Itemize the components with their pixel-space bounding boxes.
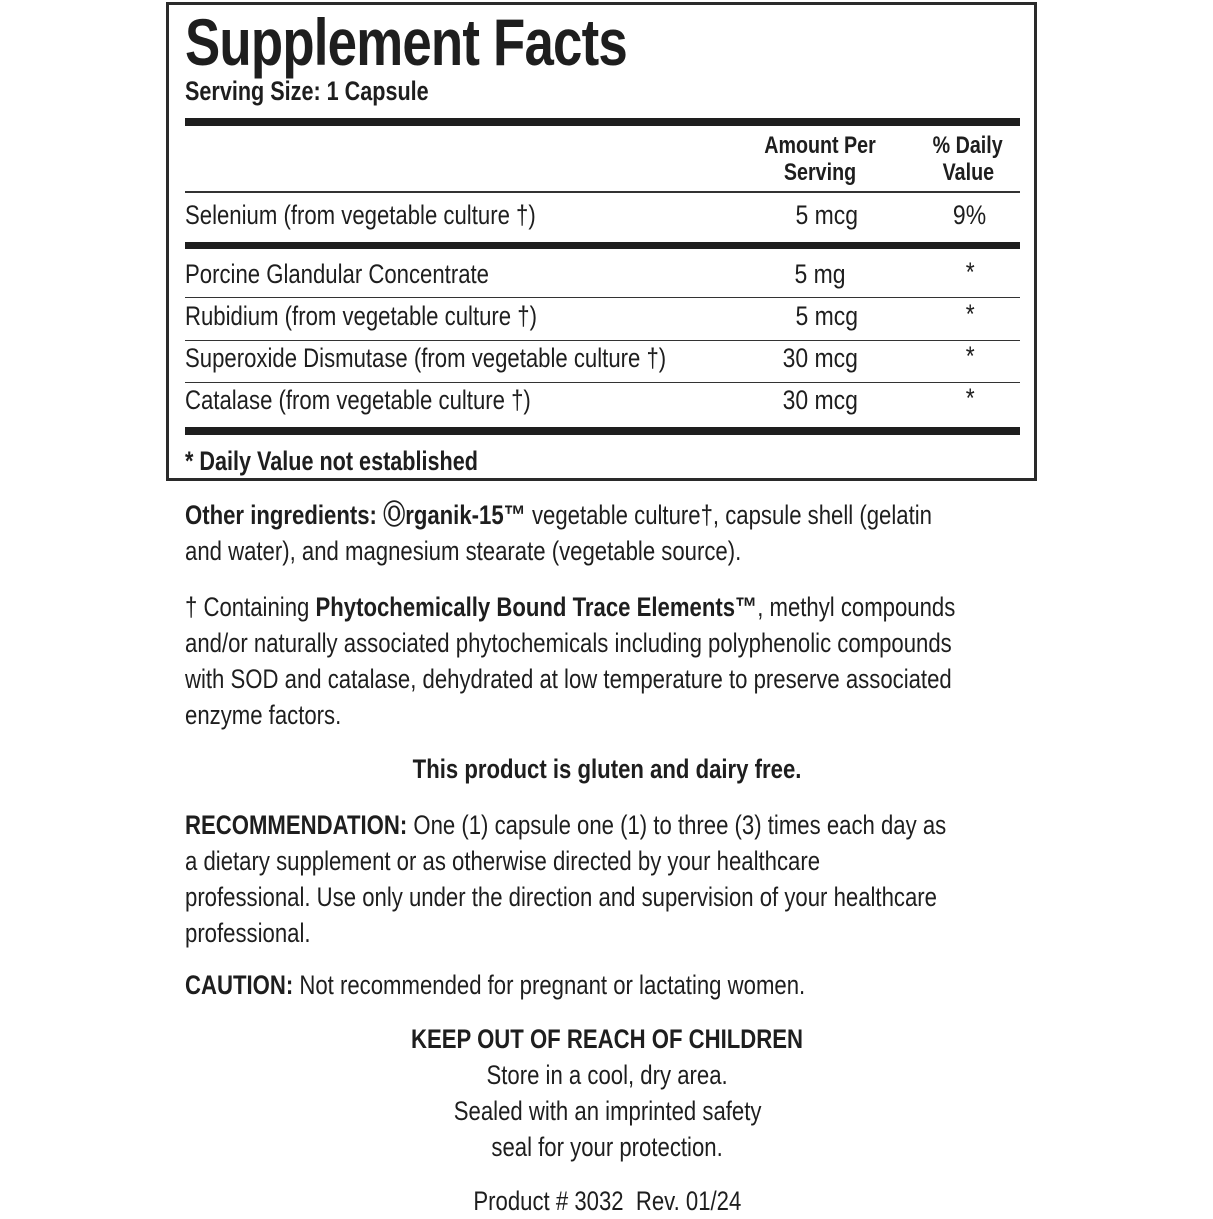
- row-divider: [185, 382, 1020, 383]
- amount-header-line2: Serving: [783, 159, 857, 186]
- row-name-text: Superoxide Dismutase (from vegetable culture †): [185, 343, 667, 373]
- table-row-name: [185, 200, 613, 231]
- table-row-dv: [920, 383, 1020, 414]
- recommendation-line2: a dietary supplement or as otherwise directed by your healthcare: [185, 846, 821, 876]
- row-name-text: Porcine Glandular Concentrate: [185, 259, 489, 289]
- row-amount-text: 30 mcg: [782, 385, 858, 415]
- recommendation: [185, 807, 1113, 951]
- storage-line1: Store in a cool, dry area.: [486, 1060, 729, 1090]
- column-header-daily-value: [918, 132, 1018, 186]
- daily-value-footnote: [185, 446, 551, 477]
- row-dv-text: *: [965, 257, 975, 287]
- dagger-line4: enzyme factors.: [185, 700, 342, 730]
- caution: [185, 967, 941, 1003]
- table-row-dv: [920, 200, 1020, 231]
- recommendation-label: RECOMMENDATION:: [185, 810, 408, 840]
- row-dv-text: *: [965, 341, 975, 371]
- recommendation-line3: professional. Use only under the direction and supervision of your healthcare: [185, 882, 937, 912]
- header-rule: [185, 191, 1020, 193]
- product-number-revision: Product # 3032 Rev. 01/24: [473, 1186, 742, 1216]
- serving-size: [185, 76, 490, 107]
- dagger-footnote: [185, 589, 1124, 733]
- row-amount-text: 5 mg: [794, 259, 846, 289]
- product-info: [185, 1183, 1030, 1219]
- trace-elements-trademark: Phytochemically Bound Trace Elements™: [315, 592, 758, 622]
- allergen-text: This product is gluten and dairy free.: [413, 754, 802, 784]
- recommendation-line1: One (1) capsule one (1) to three (3) times each day as: [407, 810, 947, 840]
- thick-rule-middle: [185, 242, 1020, 249]
- table-row-amount: [750, 343, 890, 374]
- thick-rule-bottom: [185, 427, 1020, 435]
- recommendation-line4: professional.: [185, 918, 311, 948]
- amount-header-line1: Amount Per: [764, 132, 876, 159]
- dagger-prefix: † Containing: [185, 592, 316, 622]
- keep-out-of-reach-heading: KEEP OUT OF REACH OF CHILDREN: [411, 1024, 804, 1054]
- storage-block: [185, 1021, 1030, 1165]
- dagger-line3: with SOD and catalase, dehydrated at low temperature to preserve associated: [185, 664, 952, 694]
- dagger-line2: and/or naturally associated phytochemicals including polyphenolic compounds: [185, 628, 952, 658]
- table-row-name: [185, 301, 614, 332]
- other-ingredients-line1: vegetable culture†, capsule shell (gelatin: [525, 500, 932, 530]
- table-row-name: [185, 259, 556, 290]
- footnote-text: * Daily Value not established: [185, 446, 478, 476]
- row-dv-text: 9%: [953, 200, 987, 230]
- thick-rule-top: [185, 118, 1020, 126]
- table-row-amount: [757, 301, 897, 332]
- storage-line3: seal for your protection.: [491, 1132, 724, 1162]
- dagger-line1: , methyl compounds: [757, 592, 956, 622]
- table-row-dv: [920, 299, 1020, 330]
- table-row-amount: [750, 259, 890, 290]
- row-name-text: Selenium (from vegetable culture †): [185, 200, 536, 230]
- row-name-text: Rubidium (from vegetable culture †): [185, 301, 537, 331]
- organik-brand: Ⓞrganik-15™: [383, 500, 526, 530]
- storage-line2: Sealed with an imprinted safety: [453, 1096, 762, 1126]
- table-row-name: [185, 343, 772, 374]
- row-amount-text: 5 mcg: [795, 200, 859, 230]
- row-name-text: Catalase (from vegetable culture †): [185, 385, 531, 415]
- panel-title: [185, 4, 737, 80]
- serving-size-text: Serving Size: 1 Capsule: [185, 76, 429, 106]
- allergen-statement: [185, 751, 1030, 787]
- row-divider: [185, 340, 1020, 341]
- other-ingredients-label: Other ingredients:: [185, 500, 377, 530]
- other-ingredients: [185, 497, 1096, 569]
- panel-title-text: Supplement Facts: [185, 5, 627, 79]
- table-row-dv: [920, 341, 1020, 372]
- row-divider: [185, 297, 1020, 298]
- table-row-name: [185, 385, 607, 416]
- row-dv-text: *: [965, 383, 975, 413]
- caution-label: CAUTION:: [185, 970, 294, 1000]
- table-row-dv: [920, 257, 1020, 288]
- other-ingredients-line2: and water), and magnesium stearate (vegetable source).: [185, 536, 742, 566]
- column-header-amount: [750, 132, 890, 186]
- row-amount-text: 5 mcg: [795, 301, 859, 331]
- table-row-amount: [750, 385, 890, 416]
- table-row-amount: [757, 200, 897, 231]
- dv-header-line2: Value: [942, 159, 994, 186]
- caution-text: Not recommended for pregnant or lactating women.: [293, 970, 806, 1000]
- row-amount-text: 30 mcg: [782, 343, 858, 373]
- dv-header-line1: % Daily: [932, 132, 1004, 159]
- row-dv-text: *: [965, 299, 975, 329]
